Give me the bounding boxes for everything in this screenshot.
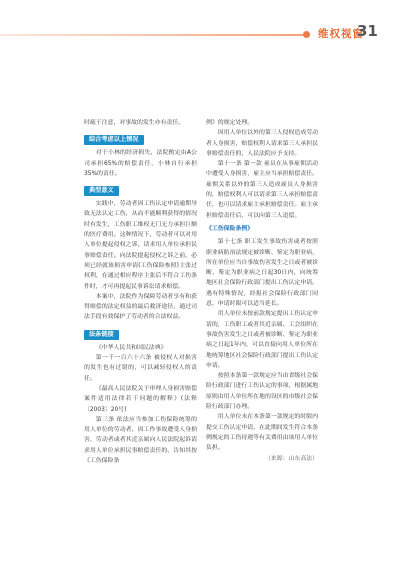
- left-column: [84, 118, 197, 466]
- page-number: 31: [357, 22, 378, 40]
- section-significance: [84, 179, 197, 323]
- paragraph: 例》的规定处理。: [206, 120, 254, 126]
- paragraph: 按照本条第一款规定应当由省级社会保险行政部门进行工伤认定的事项，根据属地原则由用人单位所在地的设区的市级社会保险行政部门办理。: [206, 373, 318, 411]
- paragraph: 第十一条 第一款 雇员在从事雇佣活动中遭受人身损害，雇主应当承担赔偿责任。雇佣关系以外的第三人造成雇员人身损害的，赔偿权利人可以请求第三人承担赔偿责任，也可以请求雇主承担赔偿责任。雇主承担赔偿责任后，可以向第三人追偿。: [206, 161, 318, 219]
- section-tag: 法条链接: [84, 330, 119, 340]
- section-tag: 综合考虑以上情况: [84, 135, 144, 145]
- paragraph: 第三条 依法应当参加工伤保险统筹的用人单位的劳动者，因工作事故遭受人身损害，劳动者或者其近亲属向人民法院起诉请求用人单位承担民事赔偿责任的，告知其按《工伤保险条: [84, 416, 197, 465]
- section-tag: 典型意义: [84, 186, 119, 196]
- section-title: 维权视窗: [318, 28, 364, 40]
- left-intro: 时疏于注意，对事故的发生亦有责任。: [84, 120, 185, 126]
- right-column: [206, 118, 318, 464]
- paragraph: 用人单位未在本条第一款规定的时限内提交工伤认定申请，在此期间发生符合本条例规定的工伤待遇等有关费用由该用人单位负担。: [206, 414, 318, 452]
- header-dot: [303, 31, 310, 38]
- paragraph: 第一千一百六十六条 被侵权人对损害的发生也有过错的，可以减轻侵权人的责任。: [84, 355, 197, 382]
- source-credit: （来源：山东高法）: [264, 455, 318, 462]
- paragraph: 因用人单位以外的第三人侵权造成劳动者人身损害，赔偿权利人请求第三人承担民事赔偿责任的，人民法院应予支持。: [206, 130, 318, 157]
- paragraph: 实践中，劳动者因工伤认定申请逾期导致无法认定工伤，从而不能顺利获得的情况时有发生，工伤职工维权无门无力承担巨额的医疗费用。这种情况下，劳动者可以对用人单位提起侵权之诉，请求用人单位承担民事赔偿责任。向法院提起侵权之诉之前，必须已经就该损害申请(工伤保险参照)主张过权利，在通过相应程序主张后不符合工伤条件时，才可再提起民事诉讼请求赔偿。: [84, 201, 197, 290]
- paragraph: 《中华人民共和国民法典》: [95, 344, 167, 351]
- paragraph: 第十七条 职工发生事故伤害或者按照职业病防治法规定被诊断、鉴定为职业病，所在单位应当自事故伤害发生之日或者被诊断、鉴定为职业病之日起30日内，向统筹地区社会保险行政部门提出工伤认定申请。遇有特殊情况，经报社会保险行政部门同意，申请时限可以适当延长。: [206, 239, 318, 308]
- inline-heading: 《工伤保险条例》: [206, 225, 254, 232]
- paragraph: 《最高人民法院关于审理人身损害赔偿案件适用法律若干问题的解释》(法释〔2003〕20号): [84, 385, 197, 413]
- section-considerations: [84, 128, 197, 179]
- paragraph: 用人单位未按前款规定提出工伤认定申请的，工伤职工或者其近亲属、工会组织在事故伤害发生之日或者被诊断、鉴定为职业病之日起1年内，可以直接向用人单位所在地统筹地区社会保险行政部门提出工伤认定申请。: [206, 311, 318, 369]
- paragraph: 本案中，法院作为保障劳动者享有和获得赔偿的法定权益的最后救济途径，通过司法手段有效保护了劳动者的合法权益。: [84, 293, 197, 321]
- section-law-links: [84, 323, 197, 467]
- header-rule: [0, 34, 310, 36]
- paragraph: 对于小林的经济损失，法院酌定由A公司承担65%的赔偿责任，小林自行承担35%的责任。: [84, 150, 197, 177]
